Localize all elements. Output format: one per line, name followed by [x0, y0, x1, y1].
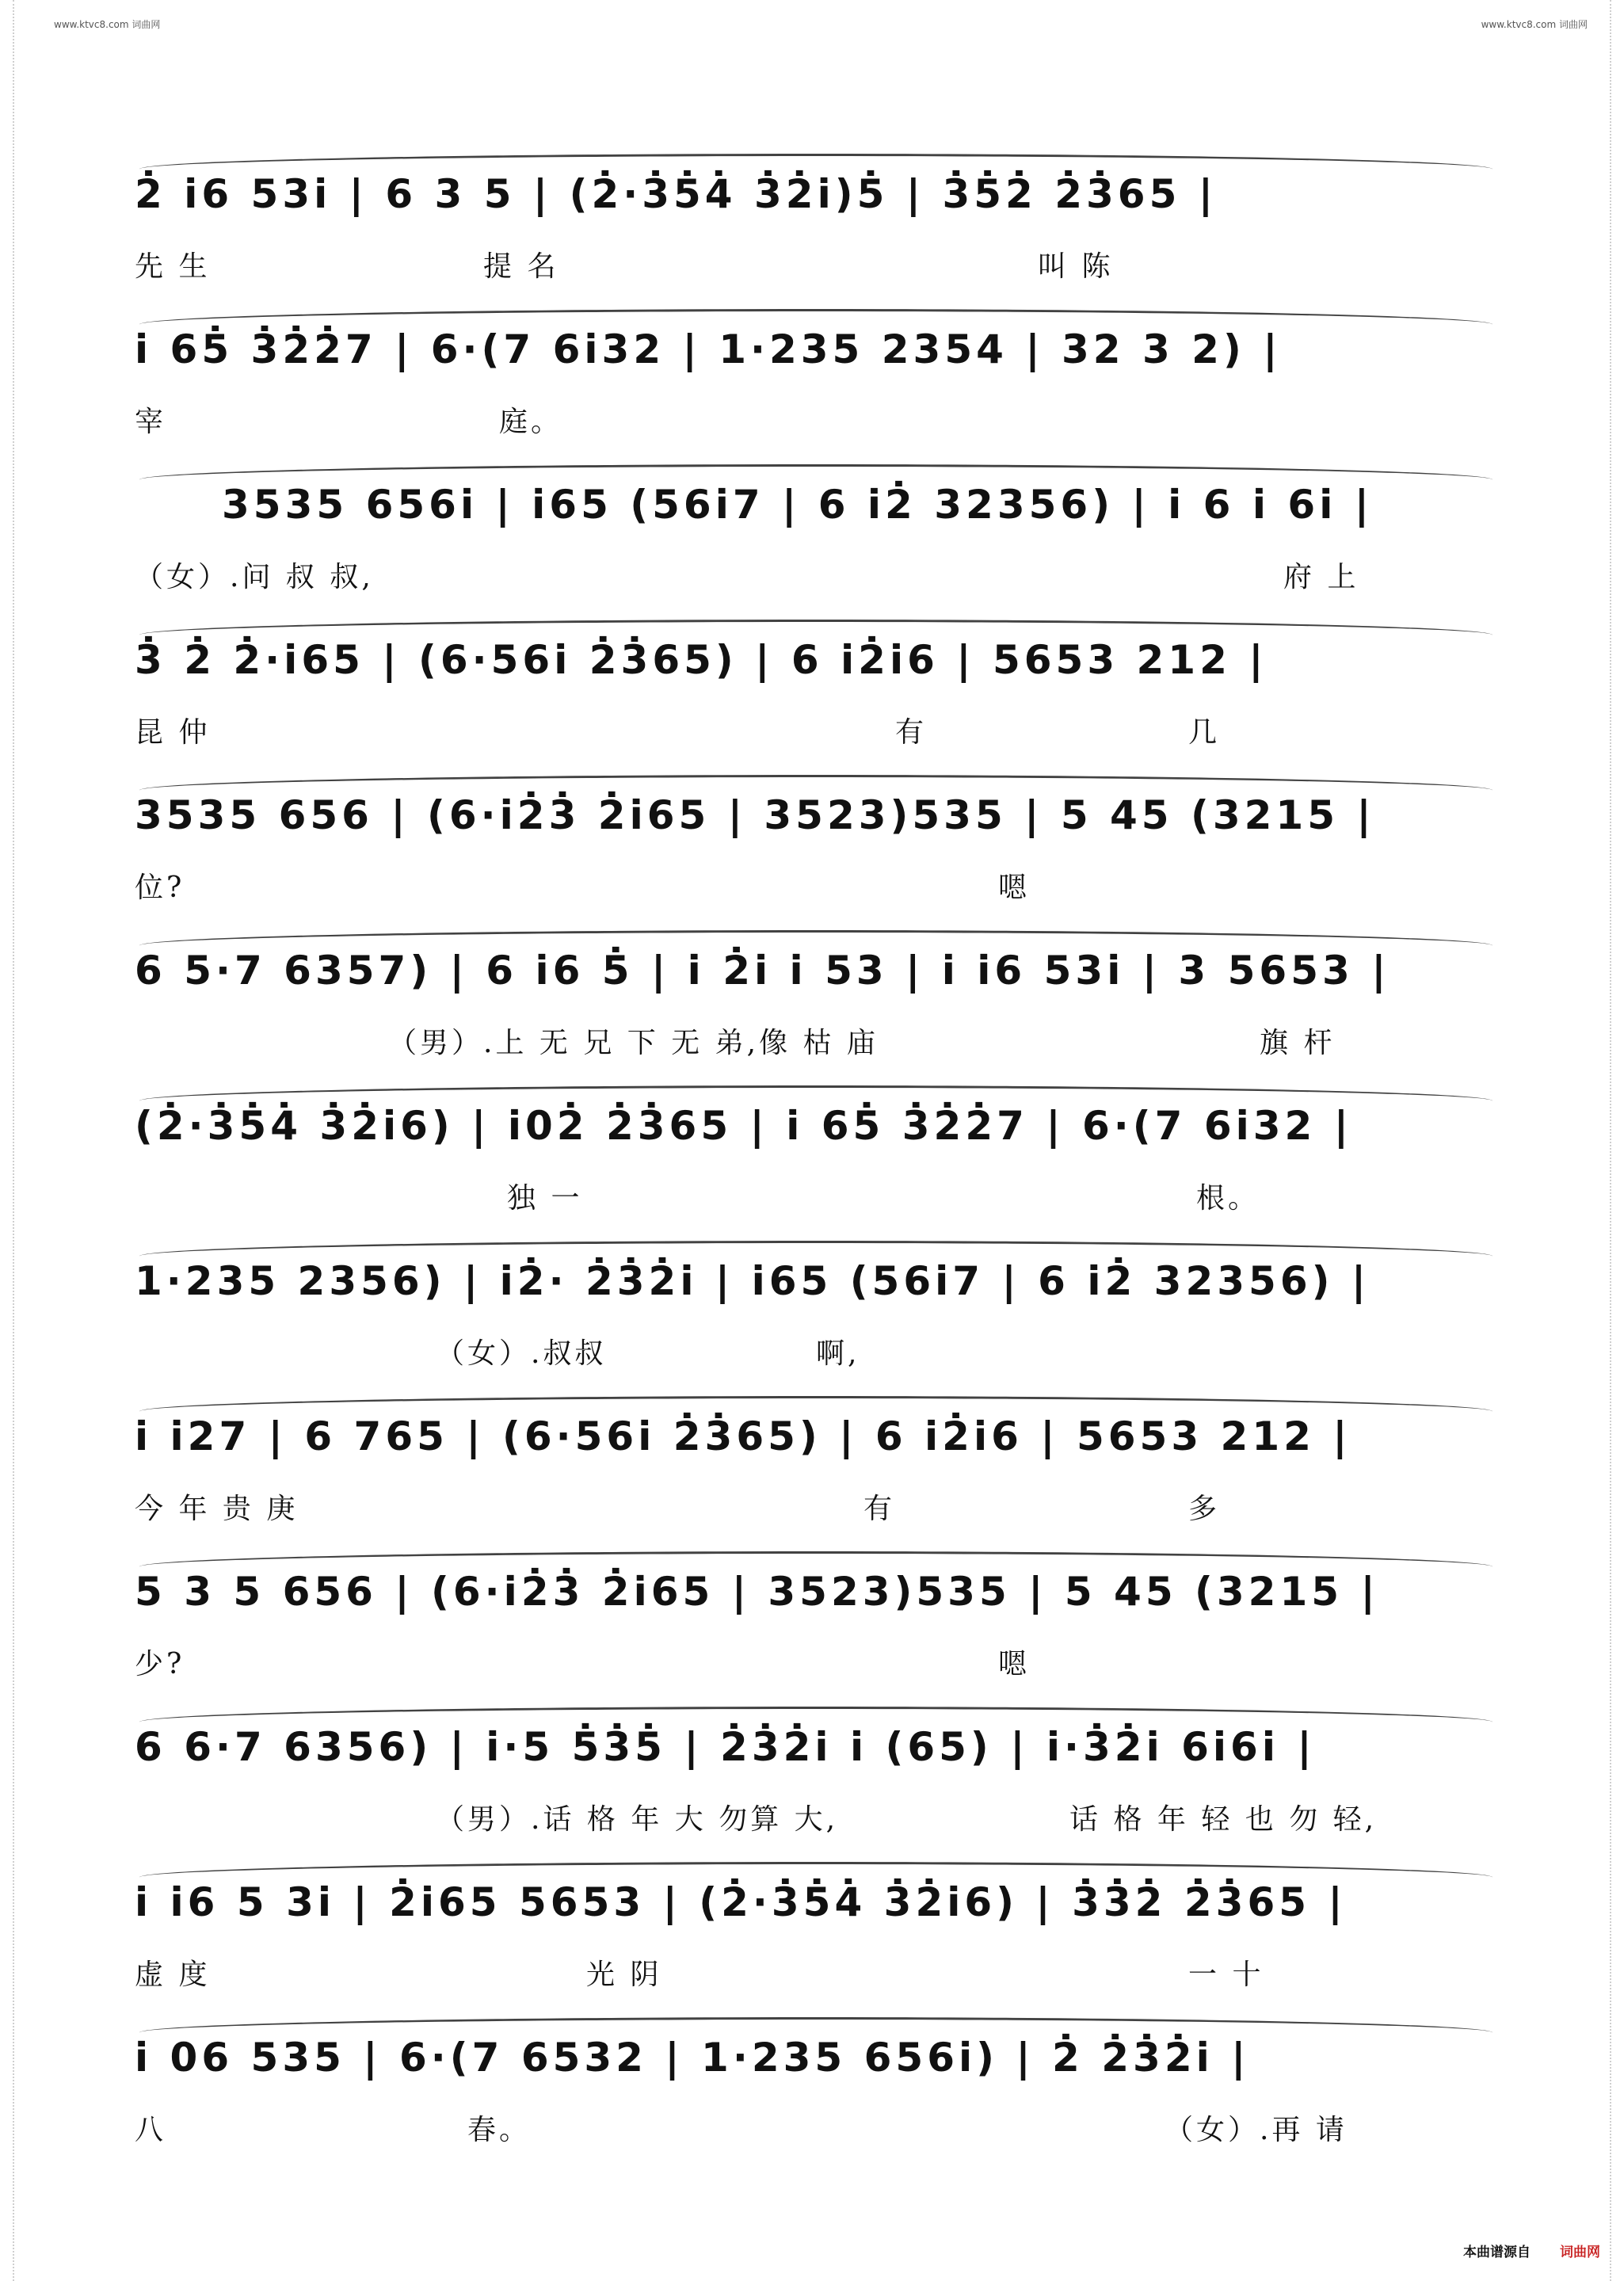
jianpu-notation-line: i̇ i̇6 5 3i̇ | 2̇i̇65 5653 | (2̇·3̇5̇4̇ 3̇2̇i̇6) | 3̇3̇2̇ 2̇3̇65 | — [135, 1859, 1497, 1946]
lyric-line — [135, 1952, 1497, 1990]
lyric-text: 根。 — [1196, 1182, 1260, 1215]
score-system — [135, 461, 1497, 616]
lyric-text: 少? — [135, 1648, 185, 1680]
lyric-text: 提 名 — [483, 250, 559, 283]
score-system — [135, 772, 1497, 927]
score-system — [135, 1238, 1497, 1393]
lyric-line — [135, 710, 1497, 748]
lyric-text: 话 格 年 轻 也 勿 轻, — [1069, 1803, 1378, 1836]
lyric-text: （男）.话 格 年 大 勿算 大, — [436, 1803, 839, 1836]
lyric-text: 八 — [135, 2114, 167, 2146]
lyric-text: 叫 陈 — [1038, 250, 1114, 283]
lyric-text: 虚 度 — [135, 1959, 211, 1991]
lyric-text: （女）.问 叔 叔, — [135, 561, 374, 593]
lyric-text: 一 十 — [1188, 1959, 1264, 1991]
lyric-text: 府 上 — [1283, 561, 1359, 593]
lyric-text: 位? — [135, 872, 185, 904]
score-system — [135, 616, 1497, 772]
score-system — [135, 1548, 1497, 1703]
lyric-text: 庭。 — [499, 406, 563, 438]
lyric-text: 旗 杆 — [1260, 1027, 1336, 1059]
lyric-text: （女）.再 请 — [1165, 2114, 1348, 2146]
jianpu-notation-line: 2̇ i̇6 53i̇ | 6 3 5 | (2̇·3̇5̇4̇ 3̇2̇i̇)5̇ | 3̇5̇2̇ 2̇3̇65 | — [135, 151, 1497, 238]
lyric-text: 先 生 — [135, 250, 211, 283]
lyric-text: 嗯 — [998, 1648, 1031, 1680]
lyric-line — [135, 1020, 1497, 1058]
lyric-line — [135, 244, 1497, 282]
jianpu-notation-line: 3535 656 | (6·i̇2̇3̇ 2̇i̇65 | 3523)535 | 5 45 (3215 | — [135, 772, 1497, 859]
lyric-line — [135, 1331, 1497, 1369]
header-left-text: www.ktvc8.com 词曲网 — [54, 19, 161, 30]
jianpu-notation-line: 3535 656i̇ | i̇65 (56i̇7 | 6 i̇2̇ 32356) | i̇ 6 i̇ 6i̇ | — [135, 461, 1497, 548]
jianpu-notation-line: i̇ i̇27 | 6 765 | (6·56i̇ 2̇3̇65) | 6 i̇2̇i̇6 | 5653 212 | — [135, 1393, 1497, 1480]
lyric-text: （女）.叔叔 — [436, 1337, 607, 1370]
lyric-text: 几 — [1188, 716, 1221, 749]
jianpu-notation-line: i̇ 06 535 | 6·(7 6532 | 1·235 656i̇) | 2̇ 2̇3̇2̇i̇ | — [135, 2014, 1497, 2101]
lyric-text: 昆 仲 — [135, 716, 211, 749]
score-system — [135, 2014, 1497, 2169]
lyric-line — [135, 1176, 1497, 1214]
right-margin-strip — [1610, 0, 1624, 2281]
header-right-text: www.ktvc8.com 词曲网 — [1481, 19, 1588, 30]
score-system — [135, 927, 1497, 1082]
score-system — [135, 1082, 1497, 1238]
lyric-text: （男）.上 无 兄 下 无 弟,像 枯 庙 — [388, 1027, 879, 1059]
score-system — [135, 306, 1497, 461]
score-system — [135, 1393, 1497, 1548]
lyric-text: 宰 — [135, 406, 167, 438]
lyric-text: 春。 — [467, 2114, 532, 2146]
score-system — [135, 1859, 1497, 2014]
jianpu-notation-line: 6 6·7 6356) | i̇·5 5̇3̇5̇ | 2̇3̇2̇i̇ i̇ (65) | i̇·3̇2̇i̇ 6i̇6i̇ | — [135, 1703, 1497, 1791]
jianpu-notation-line: 5 3 5 656 | (6·i̇2̇3̇ 2̇i̇65 | 3523)535 | 5 45 (3215 | — [135, 1548, 1497, 1635]
score-system — [135, 1703, 1497, 1859]
jianpu-notation-line: 6 5·7 6357) | 6 i̇6 5̇ | i̇ 2̇i̇ i̇ 53 | i̇ i̇6 53i̇ | 3 5653 | — [135, 927, 1497, 1014]
lyric-line — [135, 1642, 1497, 1680]
lyric-text: 啊, — [816, 1337, 860, 1370]
jianpu-notation-line: (2̇·3̇5̇4̇ 3̇2̇i̇6) | i̇02̇ 2̇3̇65 | i̇ 65̇ 3̇2̇2̇7 | 6·(7 6i̇32 | — [135, 1082, 1497, 1169]
score-system — [135, 151, 1497, 306]
jianpu-notation-line: 3̇ 2̇ 2̇·i̇65 | (6·56i̇ 2̇3̇65) | 6 i̇2̇i̇6 | 5653 212 | — [135, 616, 1497, 704]
lyric-text: 独 一 — [507, 1182, 583, 1215]
lyric-text: 嗯 — [998, 872, 1031, 904]
lyric-text: 今 年 贵 庚 — [135, 1493, 299, 1525]
jianpu-notation-line: 1·235 2356) | i̇2̇· 2̇3̇2̇i̇ | i̇65 (56i̇7 | 6 i̇2̇ 32356) | — [135, 1238, 1497, 1325]
lyric-line — [135, 1797, 1497, 1835]
footer-brand-text: 词曲网 — [1560, 2245, 1600, 2260]
lyric-text: 多 — [1188, 1493, 1221, 1525]
lyric-text: 光 阴 — [586, 1959, 662, 1991]
lyric-text: 有 — [895, 716, 928, 749]
footer-source-text: 本曲谱源自 — [1463, 2245, 1531, 2260]
lyric-line — [135, 865, 1497, 903]
score-sheet — [135, 151, 1497, 2169]
lyric-line — [135, 555, 1497, 593]
jianpu-notation-line: i̇ 65̇ 3̇2̇2̇7 | 6·(7 6i̇32 | 1·235 2354 | 32 3 2) | — [135, 306, 1497, 393]
left-margin-strip — [0, 0, 14, 2281]
lyric-text: 有 — [863, 1493, 896, 1525]
lyric-line — [135, 2107, 1497, 2146]
lyric-line — [135, 1486, 1497, 1524]
lyric-line — [135, 399, 1497, 437]
